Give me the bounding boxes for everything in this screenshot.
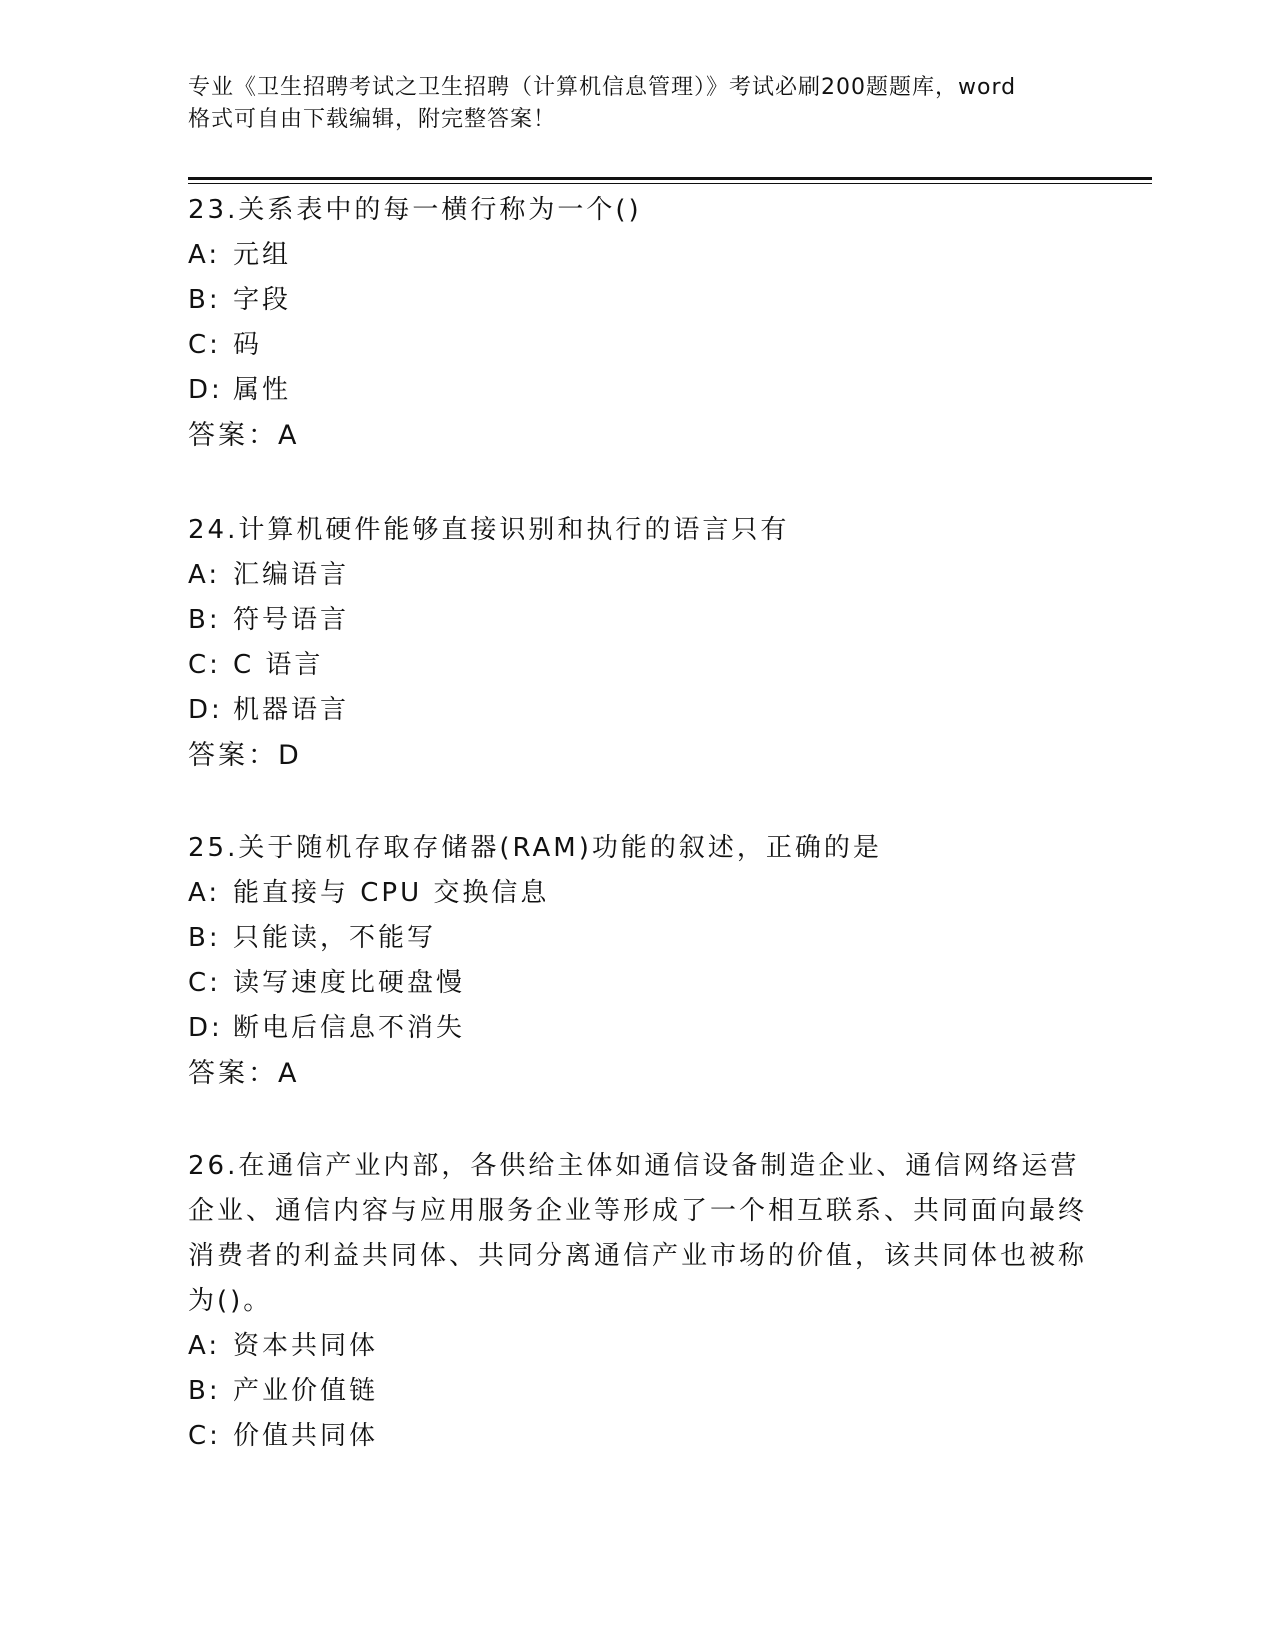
option-text: 断电后信息不消失: [233, 1013, 466, 1043]
answer-line: 答案：A: [188, 1058, 300, 1089]
option-text: 属性: [233, 375, 292, 405]
option-text: 能直接与 CPU 交换信息: [233, 878, 550, 908]
option-a: [188, 1324, 1088, 1369]
option-letter: C:: [188, 650, 221, 680]
option-c: [188, 961, 1088, 1006]
question-text: 24.计算机硬件能够直接识别和执行的语言只有: [188, 515, 790, 545]
option-d: [188, 368, 1088, 413]
option-letter: A:: [188, 560, 221, 590]
option-letter: B:: [188, 923, 221, 953]
option-d: [188, 1006, 1088, 1051]
option-text: 机器语言: [233, 695, 350, 725]
question-26: [188, 1144, 1088, 1459]
option-text: 价值共同体: [233, 1421, 379, 1451]
option-b: [188, 916, 1088, 961]
option-b: [188, 278, 1088, 323]
option-text: 符号语言: [233, 605, 350, 635]
question-text: 23.关系表中的每一横行称为一个(): [188, 195, 642, 225]
header-divider-thick: [188, 177, 1152, 180]
option-b: [188, 598, 1088, 643]
question-text: 26.在通信产业内部，各供给主体如通信设备制造企业、通信网络运营企业、通信内容与应用服务企业等形成了一个相互联系、共同面向最终消费者的利益共同体、共同分离通信产业市场的价值，该共同体也被称为()。: [188, 1151, 1088, 1316]
option-text: 读写速度比硬盘慢: [233, 968, 466, 998]
option-letter: C:: [188, 1421, 221, 1451]
option-c: [188, 643, 1088, 688]
option-text: 汇编语言: [233, 560, 350, 590]
header-divider-thin: [188, 183, 1152, 184]
option-letter: D:: [188, 695, 223, 725]
option-letter: C:: [188, 330, 221, 360]
option-text: 只能读，不能写: [233, 923, 437, 953]
option-a: [188, 871, 1088, 916]
option-text: 码: [233, 330, 263, 360]
option-letter: A:: [188, 878, 221, 908]
option-a: [188, 553, 1088, 598]
option-letter: B:: [188, 605, 221, 635]
option-letter: A:: [188, 240, 221, 270]
option-text: C 语言: [233, 650, 324, 680]
option-c: [188, 323, 1088, 368]
question-25: [188, 826, 1088, 1096]
option-text: 资本共同体: [233, 1331, 379, 1361]
option-text: 字段: [233, 285, 292, 315]
question-23: [188, 188, 1088, 458]
header-line-2: 格式可自由下载编辑，附完整答案！: [188, 107, 557, 132]
option-letter: D:: [188, 375, 223, 405]
option-text: 产业价值链: [233, 1376, 379, 1406]
answer-line: 答案：A: [188, 420, 300, 451]
option-text: 元组: [233, 240, 292, 270]
option-c: [188, 1414, 1088, 1459]
answer-line: 答案：D: [188, 740, 302, 771]
question-text: 25.关于随机存取存储器(RAM)功能的叙述，正确的是: [188, 833, 882, 863]
option-letter: D:: [188, 1013, 223, 1043]
document-header: [188, 72, 1088, 136]
header-line-1: 专业《卫生招聘考试之卫生招聘（计算机信息管理）》考试必刷200题题库，word: [188, 75, 1017, 100]
option-letter: B:: [188, 285, 221, 315]
question-24: [188, 508, 1088, 778]
option-letter: B:: [188, 1376, 221, 1406]
option-letter: C:: [188, 968, 221, 998]
option-b: [188, 1369, 1088, 1414]
option-letter: A:: [188, 1331, 221, 1361]
option-a: [188, 233, 1088, 278]
option-d: [188, 688, 1088, 733]
